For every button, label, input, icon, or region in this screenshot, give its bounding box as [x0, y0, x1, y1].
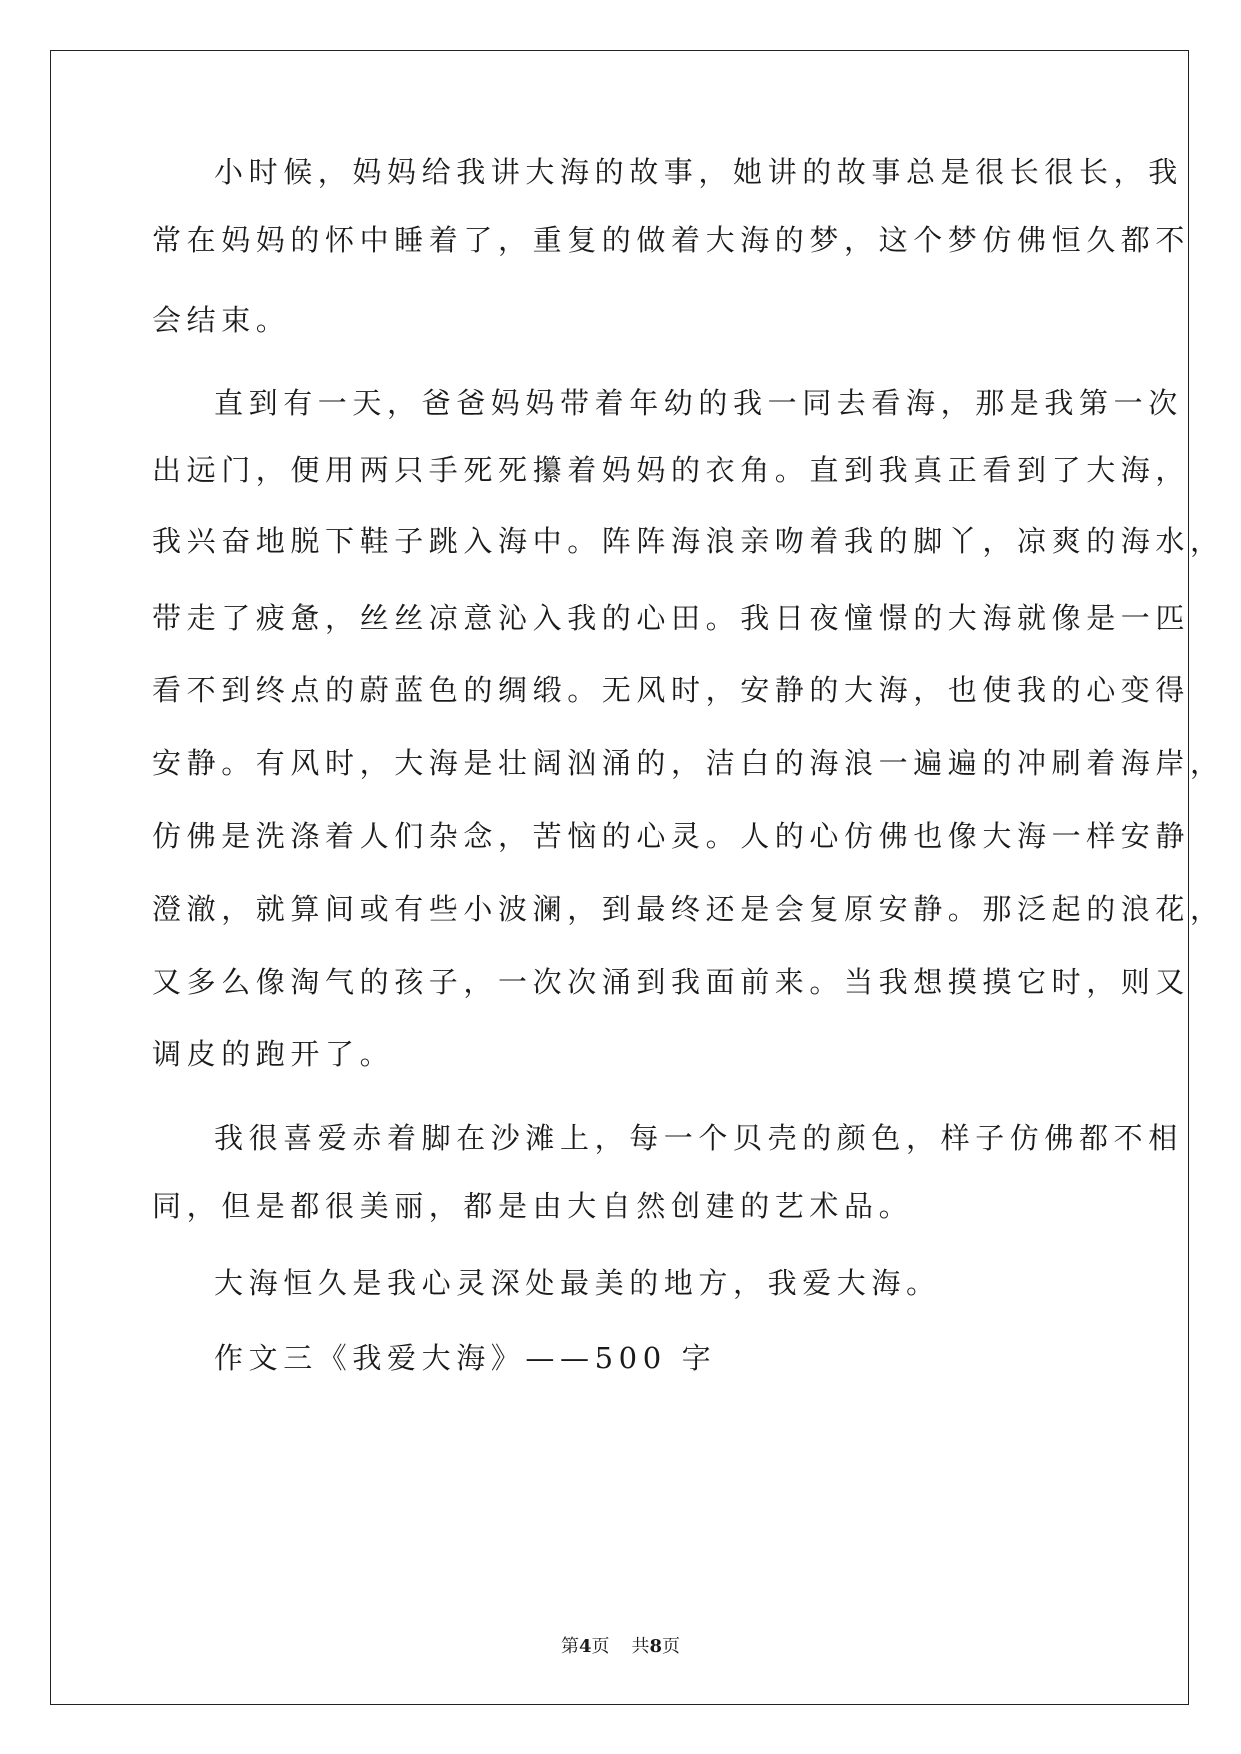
paragraph-line: 大海恒久是我心灵深处最美的地方，我爱大海。: [214, 1266, 941, 1300]
paragraph-line: 带走了疲惫，丝丝凉意沁入我的心田。我日夜憧憬的大海就像是一匹: [152, 601, 1191, 635]
current-page-number: 4: [578, 1636, 592, 1657]
paragraph-line: 又多么像淘气的孩子，一次次涌到我面前来。当我想摸摸它时，则又: [152, 965, 1191, 999]
paragraph-line: 安静。有风时，大海是壮阔汹涌的，洁白的海浪一遍遍的冲刷着海岸，: [152, 746, 1225, 780]
paragraph-line: 澄澈，就算间或有些小波澜，到最终还是会复原安静。那泛起的浪花，: [152, 892, 1225, 926]
footer-total-label: 页: [662, 1636, 681, 1657]
page-footer: [0, 1632, 1241, 1658]
paragraph-line: 我兴奋地脱下鞋子跳入海中。阵阵海浪亲吻着我的脚丫，凉爽的海水，: [152, 524, 1225, 558]
page-border: [50, 50, 1189, 1705]
footer-page-prefix: 第: [560, 1636, 579, 1657]
paragraph-line: 同，但是都很美丽，都是由大自然创建的艺术品。: [152, 1189, 914, 1223]
paragraph-line: 调皮的跑开了。: [152, 1037, 395, 1071]
paragraph-line: 会结束。: [152, 303, 291, 337]
paragraph-line: 出远门，便用两只手死死攥着妈妈的衣角。直到我真正看到了大海，: [152, 453, 1191, 487]
paragraph-line: 仿佛是洗涤着人们杂念，苦恼的心灵。人的心仿佛也像大海一样安静: [152, 819, 1191, 853]
paragraph-line: 我很喜爱赤着脚在沙滩上，每一个贝壳的颜色，样子仿佛都不相: [214, 1121, 1183, 1155]
section-heading: 作文三《我爱大海》——500 字: [214, 1341, 717, 1375]
footer-total-prefix: 共: [631, 1636, 650, 1657]
paragraph-line: 小时候，妈妈给我讲大海的故事，她讲的故事总是很长很长，我: [214, 155, 1183, 189]
paragraph-line: 直到有一天，爸爸妈妈带着年幼的我一同去看海，那是我第一次: [214, 386, 1183, 420]
footer-page-label: 页: [591, 1636, 610, 1657]
paragraph-line: 常在妈妈的怀中睡着了，重复的做着大海的梦，这个梦仿佛恒久都不: [152, 223, 1191, 257]
paragraph-line: 看不到终点的蔚蓝色的绸缎。无风时，安静的大海，也使我的心变得: [152, 673, 1191, 707]
total-pages-number: 8: [649, 1636, 663, 1657]
